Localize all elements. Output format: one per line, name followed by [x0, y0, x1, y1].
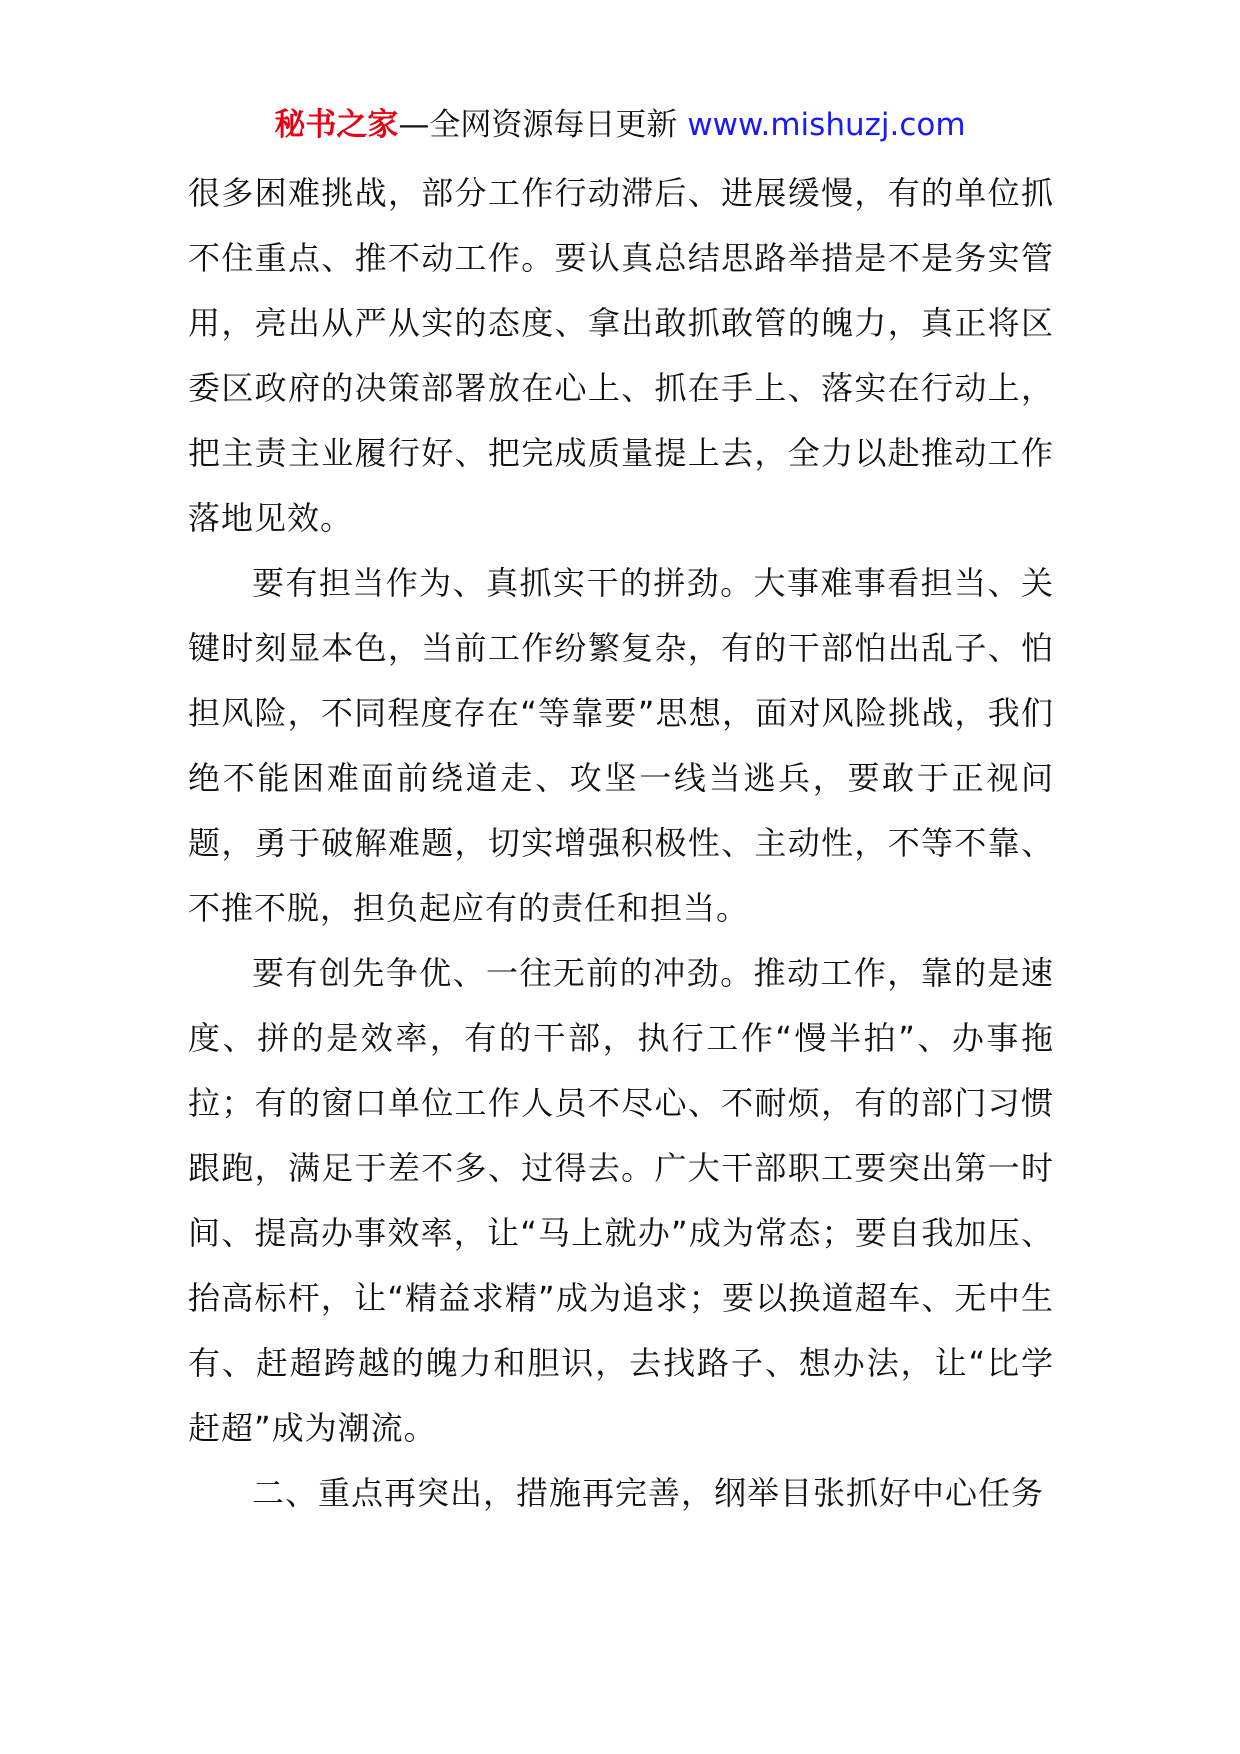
header-site-link[interactable]: www.mishuzj.com: [687, 107, 966, 143]
section-heading: 二、重点再突出，措施再完善，纲举目张抓好中心任务: [252, 1474, 1045, 1512]
page-header: [0, 100, 1240, 150]
header-tagline: —全网资源每日更新: [398, 107, 688, 143]
paragraph-initiative: 要有创先争优、一往无前的冲劲。推动工作，靠的是速度、拼的是效率，有的干部，执行工作“慢半拍”、办事拖拉；有的窗口单位工作人员不尽心、不耐烦，有的部门习惯跟跑，满足于差不多、过得去。广大干部职工要突出第一时间、提高办事效率，让“马上就办”成为常态；要自我加压、抬高标杆，让“精益求精”成为追求；要以换道超车、无中生有、赶超跨越的魄力和胆识，去找路子、想办法，让“比学赶超”成为潮流。: [188, 954, 1054, 1447]
document-body: [188, 161, 1054, 1526]
paragraph-continuation: 很多困难挑战，部分工作行动滞后、进展缓慢，有的单位抓不住重点、推不动工作。要认真总结思路举措是不是务实管用，亮出从严从实的态度、拿出敢抓敢管的魄力，真正将区委区政府的决策部署放在心上、抓在手上、落实在行动上，把主责主业履行好、把完成质量提上去，全力以赴推动工作落地见效。: [188, 174, 1054, 537]
paragraph-dedication: 要有担当作为、真抓实干的拼劲。大事难事看担当、关键时刻显本色，当前工作纷繁复杂，有的干部怕出乱子、怕担风险，不同程度存在“等靠要”思想，面对风险挑战，我们绝不能困难面前绕道走、攻坚一线当逃兵，要敢于正视问题，勇于破解难题，切实增强积极性、主动性，不等不靠、不推不脱，担负起应有的责任和担当。: [188, 564, 1054, 927]
header-brand: 秘书之家: [274, 107, 399, 143]
